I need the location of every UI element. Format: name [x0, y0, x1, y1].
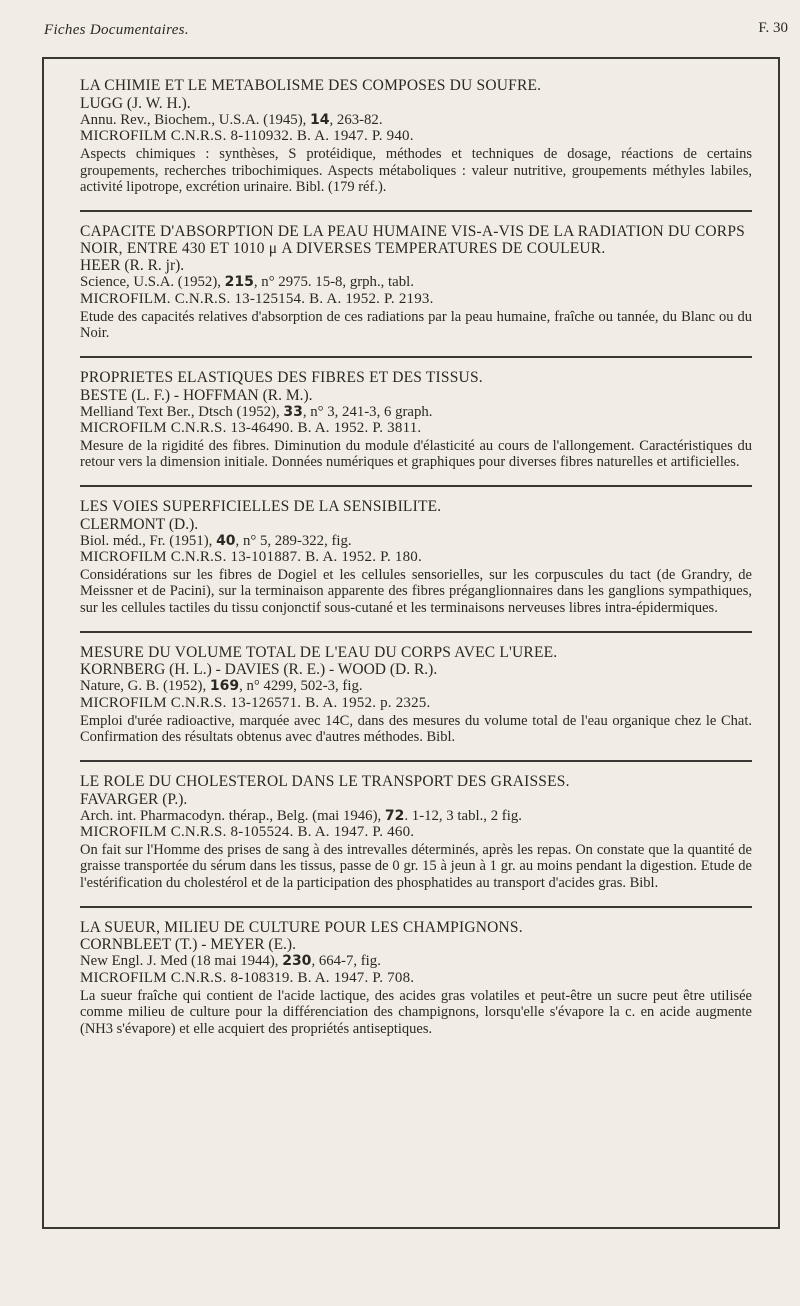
entry-authors: BESTE (L. F.) - HOFFMAN (R. M.). [80, 386, 313, 404]
page-reference: F. 30 [758, 20, 788, 36]
entry-divider [80, 631, 752, 633]
running-head: Fiches Documentaires. [44, 22, 189, 38]
entry-6 [80, 774, 752, 892]
entry-divider [80, 760, 752, 762]
source-volume: 14 [310, 111, 330, 128]
entry-source [80, 678, 752, 695]
entry-divider [80, 906, 752, 908]
source-volume: 72 [384, 807, 405, 824]
entry-source [80, 404, 752, 421]
source-journal: Biol. méd., Fr. (1951), [80, 532, 217, 549]
entry-abstract: Considérations sur les fibres de Dogiel et les cellules sensorielles, sur les corpuscules du tact (de Grandry, de Meissner et de Pacini), sur la terminaison apparente des fibres préganglionnaires dans les ganglions sympathiques, sur les cellules tactiles du tissu conjonctif sous-cutané et les terminaisons nerveuses libres intra-épidermiques. [80, 566, 752, 617]
entry-4 [80, 499, 752, 617]
entry-microfilm: MICROFILM C.N.R.S. 8-110932. B. A. 1947. P. 940. [80, 128, 414, 145]
entry-abstract: Mesure de la rigidité des fibres. Diminution du module d'élasticité au cours de l'allongement. Caractéristiques du retour vers la dimension initiale. Données numériques et graphiques pour diverses fibres naturelles et artificielles. [80, 437, 752, 471]
entry-2 [80, 224, 752, 342]
source-journal: Nature, G. B. (1952), [80, 678, 210, 695]
entry-title: CAPACITE D'ABSORPTION DE LA PEAU HUMAINE VIS-A-VIS DE LA RADIATION DU CORPS NOIR, ENTRE 430 ET 1010 μ A DIVERSES TEMPERATURES DE COULEUR. [80, 222, 745, 257]
entry-divider [80, 485, 752, 487]
entry-1 [80, 78, 752, 196]
entry-source [80, 808, 752, 825]
source-pages: , n° 2975. 15-8, grph., tabl. [253, 274, 414, 291]
entry-microfilm: MICROFILM C.N.R.S. 13-126571. B. A. 1952. p. 2325. [80, 695, 431, 712]
entry-source [80, 533, 752, 550]
entry-title: PROPRIETES ELASTIQUES DES FIBRES ET DES TISSUS. [80, 368, 483, 386]
entry-title: LES VOIES SUPERFICIELLES DE LA SENSIBILITE. [80, 497, 442, 515]
entry-divider [80, 210, 752, 212]
source-volume: 230 [282, 953, 312, 970]
source-journal: Science, U.S.A. (1952), [80, 274, 225, 291]
source-pages: , n° 4299, 502-3, fig. [239, 678, 363, 695]
entry-title: LA SUEUR, MILIEU DE CULTURE POUR LES CHAMPIGNONS. [80, 918, 523, 936]
entry-abstract: La sueur fraîche qui contient de l'acide lactique, des acides gras volatiles et peut-être un sucre peut être utilisée comme milieu de culture pour la différenciation des champignons, lorsqu'elle s'évapore la c. en acide augmente (NH3 s'évapore) et elle acquiert des propriétés antiseptiques. [80, 987, 752, 1037]
entry-abstract: Aspects chimiques : synthèses, S protéidique, méthodes et techniques de dosage, réactions de certains groupements, recherches tribochimiques. Aspects métaboliques : valeur nutritive, groupements méthyles labiles, activité lipotrope, excrétion urinaire. Bibl. (179 réf.). [80, 145, 752, 196]
source-journal: Annu. Rev., Biochem., U.S.A. (1945), [80, 111, 311, 128]
entry-authors: LUGG (J. W. H.). [80, 94, 191, 112]
source-volume: 169 [209, 678, 240, 695]
entry-microfilm: MICROFILM. C.N.R.S. 13-125154. B. A. 1952. P. 2193. [80, 290, 434, 307]
entry-source [80, 274, 752, 291]
entry-5 [80, 645, 752, 746]
entry-3 [80, 370, 752, 471]
entry-authors: KORNBERG (H. L.) - DAVIES (R. E.) - WOOD (D. R.). [80, 661, 438, 679]
entry-title: MESURE DU VOLUME TOTAL DE L'EAU DU CORPS AVEC L'UREE. [80, 643, 558, 661]
bibliography-entries [80, 78, 752, 1037]
entry-divider [80, 356, 752, 358]
entry-microfilm: MICROFILM C.N.R.S. 8-108319. B. A. 1947. P. 708. [80, 970, 415, 986]
entry-abstract: On fait sur l'Homme des prises de sang à des intrevalles déterminés, après les repas. On constate que la quantité de graisse transportée du sérum dans les tissus, passe de 0 gr. 15 à jeun à 1 gr. au moins pendant la digestion. Etude de l'estérification du cholestérol et de la participation des phosphatides au transport d'acides gras. Bibl. [80, 841, 752, 892]
entry-abstract: Emploi d'urée radioactive, marquée avec 14C, dans des mesures du volume total de l'eau organique chez le Chat. Confirmation des résultats obtenus avec d'autres méthodes. Bibl. [80, 712, 752, 746]
entry-title: LE ROLE DU CHOLESTEROL DANS LE TRANSPORT DES GRAISSES. [80, 772, 570, 790]
source-pages: , n° 3, 241-3, 6 graph. [302, 403, 433, 420]
entry-source [80, 953, 752, 970]
source-journal: New Engl. J. Med (18 mai 1944), [80, 953, 283, 970]
source-volume: 33 [283, 403, 303, 420]
entry-authors: HEER (R. R. jr). [80, 257, 185, 275]
source-pages: , 263-82. [329, 111, 383, 128]
entry-abstract: Etude des capacités relatives d'absorption de ces radiations par la peau humaine, fraîche ou tannée, du Blanc ou du Noir. [80, 308, 752, 342]
source-pages: . 1-12, 3 tabl., 2 fig. [404, 807, 522, 824]
entry-microfilm: MICROFILM C.N.R.S. 13-46490. B. A. 1952. P. 3811. [80, 420, 422, 437]
entry-title: LA CHIMIE ET LE METABOLISME DES COMPOSES DU SOUFRE. [80, 77, 542, 94]
source-pages: , n° 5, 289-322, fig. [235, 532, 352, 549]
source-journal: Arch. int. Pharmacodyn. thérap., Belg. (mai 1946), [80, 807, 385, 824]
entry-source [80, 112, 752, 129]
entry-authors: CORNBLEET (T.) - MEYER (E.). [80, 936, 296, 954]
entry-7 [80, 920, 752, 1038]
entry-authors: FAVARGER (P.). [80, 790, 188, 808]
source-volume: 215 [224, 274, 254, 291]
entry-authors: CLERMONT (D.). [80, 515, 199, 533]
entry-microfilm: MICROFILM C.N.R.S. 8-105524. B. A. 1947. P. 460. [80, 824, 415, 841]
source-pages: , 664-7, fig. [311, 953, 381, 970]
entry-microfilm: MICROFILM C.N.R.S. 13-101887. B. A. 1952. P. 180. [80, 549, 422, 566]
source-volume: 40 [216, 532, 236, 549]
source-journal: Melliand Text Ber., Dtsch (1952), [80, 403, 284, 420]
